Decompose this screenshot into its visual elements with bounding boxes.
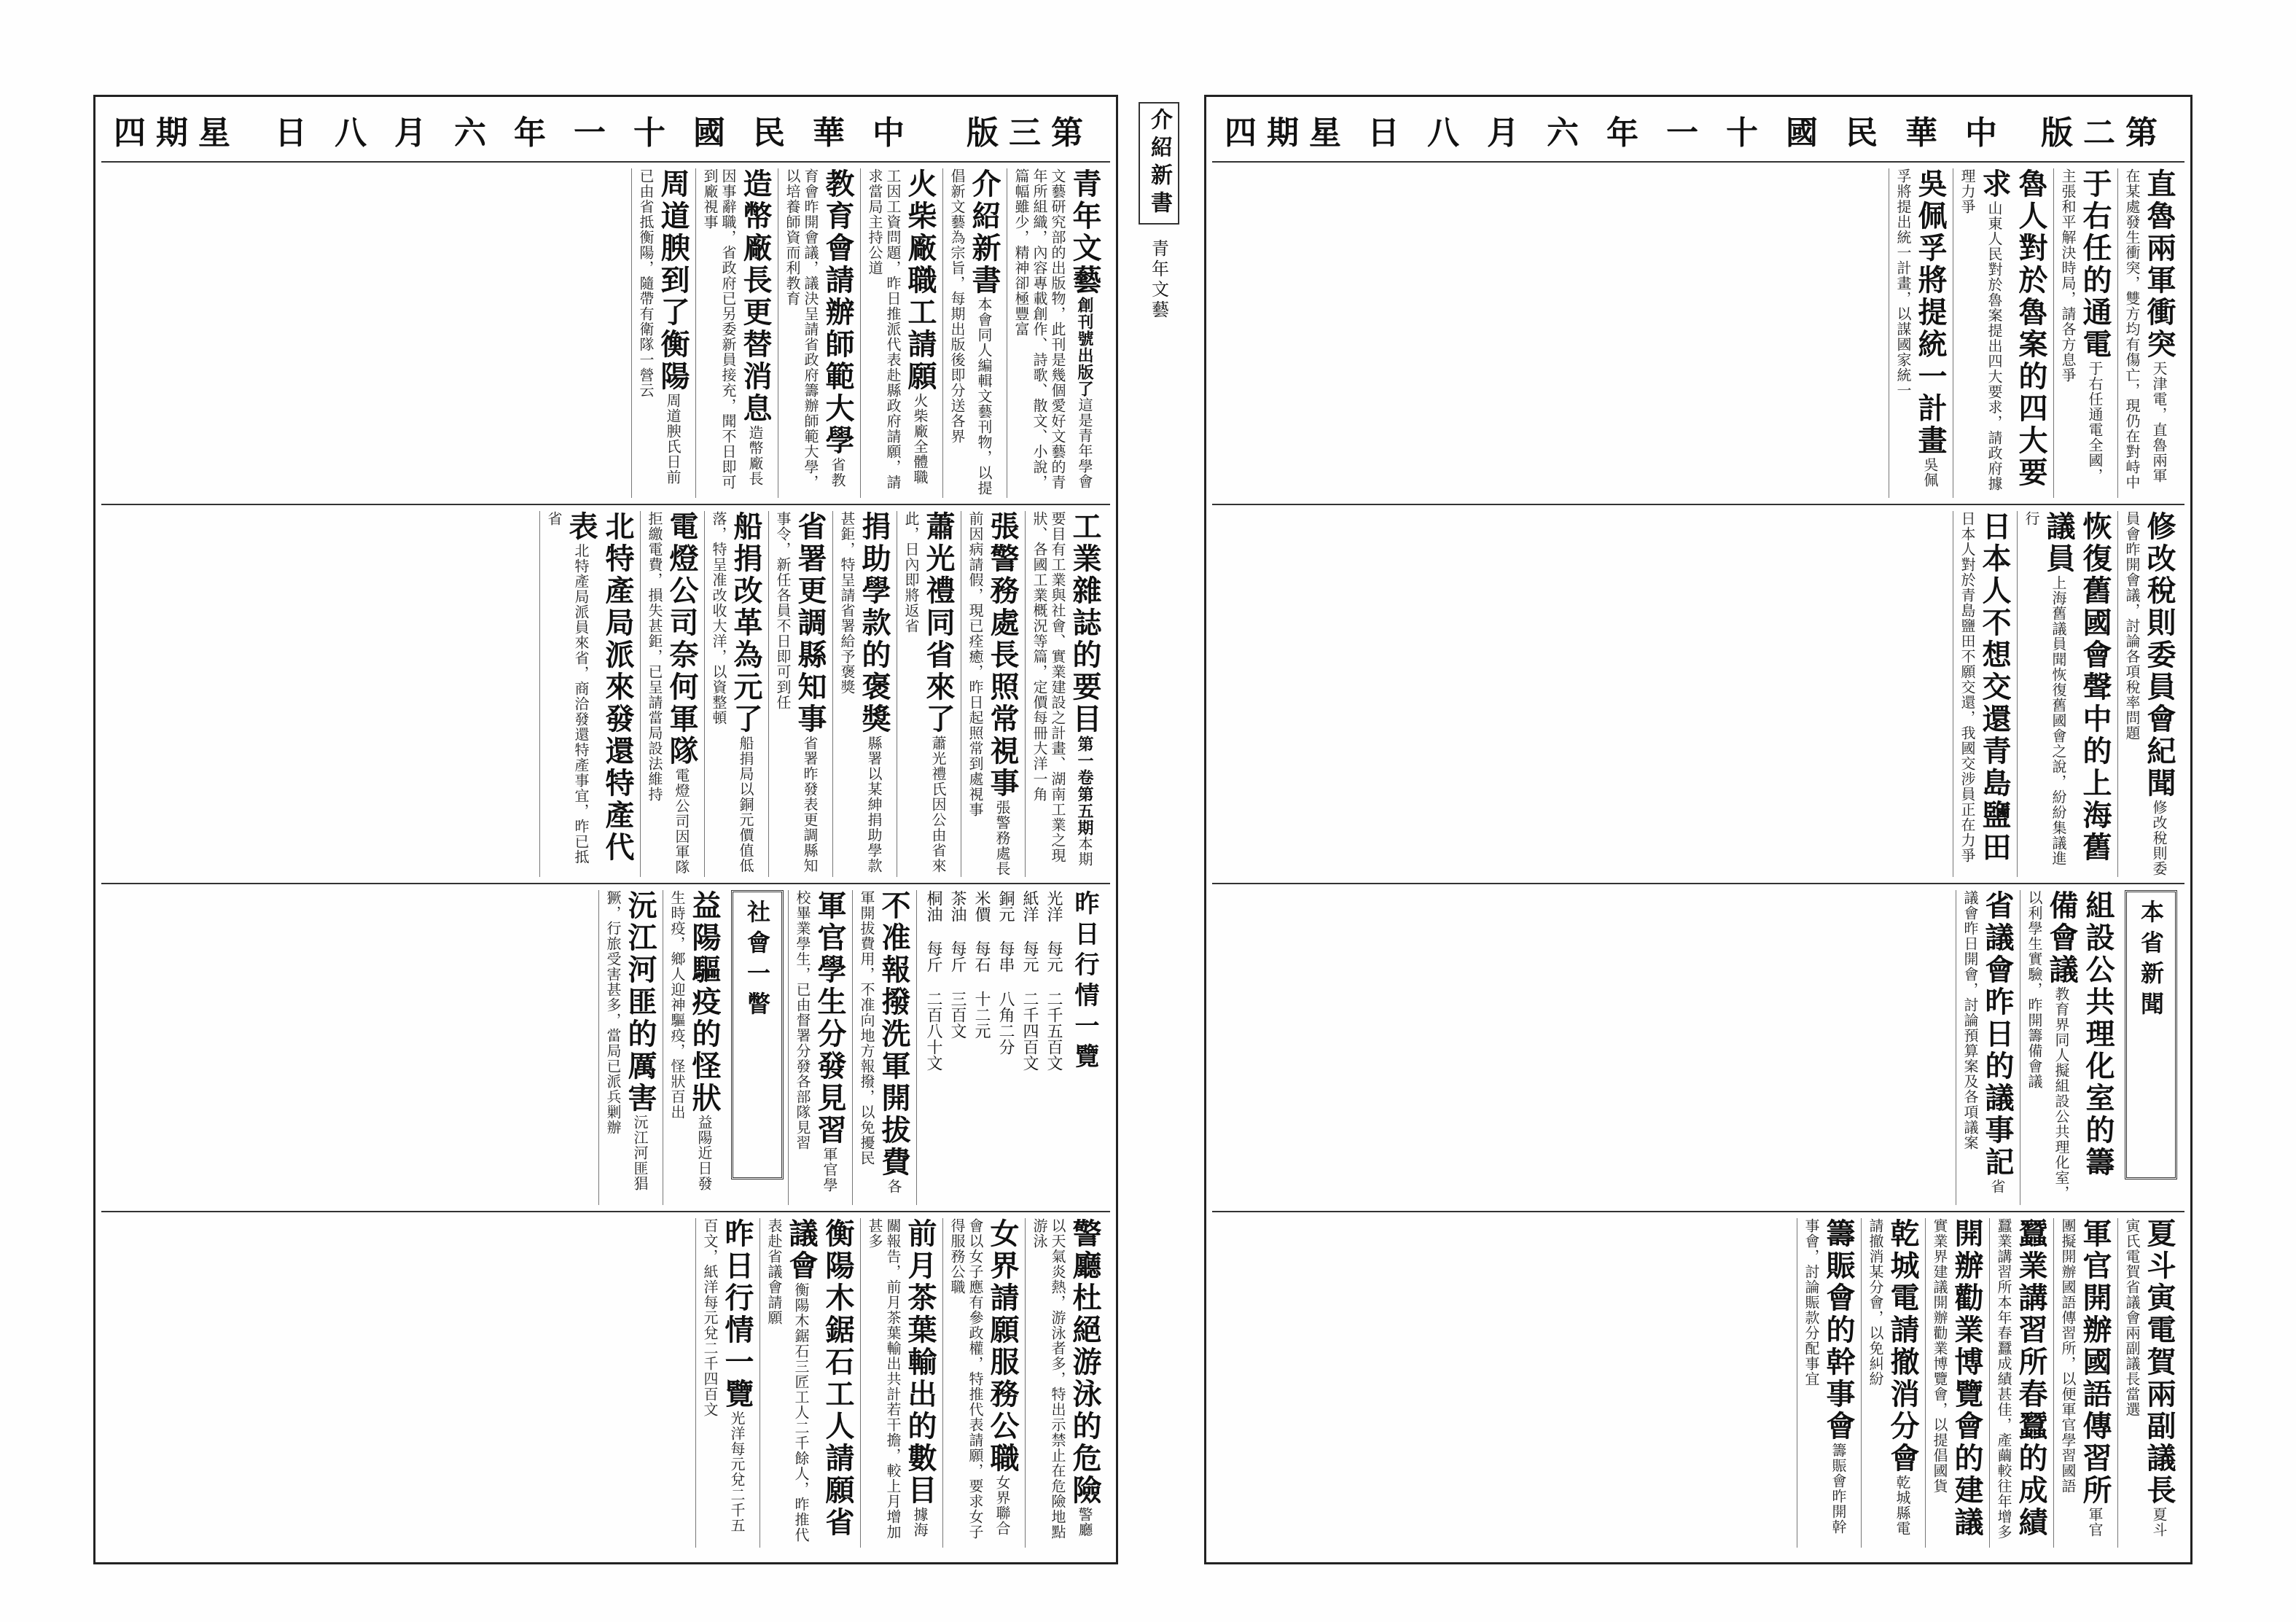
- right-top-band: [1212, 161, 2184, 504]
- right-bot-article-4: 開辦勸業博覽會的建議實業界建議開辦勸業博覽會，以提倡國貨: [1925, 1218, 1989, 1548]
- right-low-article-2: 省議會昨日的議事記省議會昨日開會，討論預算案及各項議案: [1956, 890, 2020, 1205]
- right-top-article-4: 吳佩孚將提統一計畫吳佩孚將提出統一計畫，以謀國家統一: [1889, 168, 1953, 498]
- left-bottom-band: [101, 1211, 1110, 1553]
- left-top-band: [101, 161, 1110, 504]
- right-day: 四期星: [1225, 114, 1351, 152]
- right-date: 日八月六年一十國民華中: [1367, 114, 2025, 152]
- market-table: [916, 890, 1107, 1205]
- right-top-article-3: 魯人對於魯案的四大要求山東人民對於魯案提出四大要求，請政府據理力爭: [1953, 168, 2053, 498]
- right-mid-article-1: 修改稅則委員會紀聞修改稅則委員會昨開會議，討論各項稅率問題: [2117, 511, 2182, 877]
- ad-sublabel: 青年文藝: [1148, 239, 1169, 321]
- left-lower-band: [101, 883, 1110, 1211]
- right-top-article-2: 于右任的通電于右任通電全國，主張和平解決時局，請各方息爭: [2053, 168, 2117, 498]
- left-edition: 版三第: [967, 114, 1093, 152]
- left-top-article-6: 周道腴到了衡陽周道腴氏日前已由省抵衡陽，隨帶有衛隊一營云: [631, 168, 695, 498]
- right-bot-article-3: 蠶業講習所春蠶的成績蠶業講習所本年春蠶成績甚佳，產繭較往年增多: [1989, 1218, 2053, 1548]
- left-bot-article-4: 衡陽木鋸石工人請願省議會衡陽木鋸石三匠工人二千餘人，昨推代表赴省議會請願: [760, 1218, 860, 1548]
- left-mid-article-7: 電燈公司奈何軍隊電燈公司因軍隊拒繳電費，損失甚鉅，已呈請當局設法維持: [640, 511, 704, 877]
- left-top-article-5: 造幣廠長更替消息造幣廠長因事辭職，省政府已另委新員接充，聞不日即可到廠視事: [695, 168, 778, 498]
- local-news-box: 本省新聞: [2125, 890, 2177, 1180]
- left-bot-article-3: 前月茶葉輸出的數目據海關報告，前月茶葉輸出共計若干擔，較上月增加甚多: [860, 1218, 942, 1548]
- market-row: 米價 每石 十二元: [972, 890, 991, 1039]
- market-row: 光洋 每元 二千五百文: [1044, 890, 1063, 1071]
- left-top-article-1: 青年文藝創刊號出版了這是青年學會文藝研究部的出版物，此刊是幾個愛好文藝的青年所組織，內容專載創作、詩歌、散文、小說，篇幅雖少，精神卻極豐富: [1007, 168, 1107, 498]
- right-bot-article-6: 籌賑會的幹事會籌賑會昨開幹事會，討論賑款分配事宜: [1797, 1218, 1861, 1548]
- left-mid-article-3: 蕭光禮同省來了蕭光禮氏因公由省來此，日內即將返省: [897, 511, 961, 877]
- right-mid-article-3: 日本人不想交還青島鹽田日本人對於青島鹽田不願交還，我國交涉員正在力爭: [1953, 511, 2017, 877]
- left-bot-article-2: 女界請願服務公職女界聯合會以女子應有參政權，特推代表請願，要求女子得服務公職: [942, 1218, 1025, 1548]
- right-body: [1212, 161, 2184, 1555]
- left-low-article-2: 軍官學生分發見習軍官學校畢業學生，已由督署分發各部隊見習: [788, 890, 852, 1205]
- left-body: [101, 161, 1110, 1555]
- left-top-article-3: 火柴廠職工請願火柴廠全體職工因工資問題，昨日推派代表赴縣政府請願，請求當局主持公道: [860, 168, 942, 498]
- centerfold-ad-strip: [1119, 95, 1199, 1560]
- market-row: 銅元 每串 八角二分: [996, 890, 1015, 1055]
- market-row: 茶油 每斤 三百文: [948, 890, 967, 1039]
- right-top-article-1: 直魯兩軍衝突天津電，直魯兩軍在某處發生衝突，雙方均有傷亡，現仍在對峙中: [2117, 168, 2182, 498]
- right-lower-band: [1212, 883, 2184, 1211]
- left-mid-article-5: 省署更調縣知事省署昨發表更調縣知事令，新任各員不日即可到任: [768, 511, 832, 877]
- social-glimpse-box: 社會一瞥: [731, 890, 784, 1180]
- left-mid-article-1: 工業雜誌的要目第一卷第五期本期要目有工業與社會、實業建設之計畫、湖南工業之現狀、各國工業概況等篇，定價每冊大洋一角: [1025, 511, 1107, 877]
- left-low-article-1: 不准報撥洗軍開拔費各軍開拔費用，不准向地方報撥，以免擾民: [852, 890, 916, 1205]
- right-bottom-band: [1212, 1211, 2184, 1553]
- left-mid-article-2: 張警務處長照常視事張警務處長前因病請假，現已痊癒，昨日起照常到處視事: [961, 511, 1025, 877]
- left-mid-article-6: 船捐改革為元了船捐局以銅元價值低落，特呈准改收大洋，以資整頓: [704, 511, 768, 877]
- left-mid-article-4: 捐助學款的褒獎縣署以某紳捐助學款甚鉅，特呈請省署給予褒獎: [832, 511, 897, 877]
- left-page: [93, 95, 1118, 1564]
- left-low-article-3: 益陽驅疫的怪狀益陽近日發生時疫，鄉人迎神驅疫，怪狀百出: [663, 890, 727, 1205]
- left-middle-band: [101, 504, 1110, 883]
- left-bot-article-1: 警廳杜絕游泳的危險警廳以天氣炎熱，游泳者多，特出示禁止在危險地點游泳: [1025, 1218, 1107, 1548]
- left-mid-article-8: 北特產局派來發還特產代表北特產局派員來省，商洽發還特產事宜，昨已抵省: [539, 511, 640, 877]
- left-date: 日八月六年一十國民華中: [275, 114, 932, 152]
- market-table-title: 昨日行情一覽: [1070, 890, 1099, 1074]
- right-middle-band: [1212, 504, 2184, 883]
- right-edition: 版二第: [2041, 114, 2168, 152]
- left-top-article-4: 教育會請辦師範大學省教育會昨開會議，議決呈請省政府籌辦師範大學，以培養師資而利教育: [778, 168, 860, 498]
- left-day: 四期星: [114, 114, 241, 152]
- right-bot-article-1: 夏斗寅電賀兩副議長夏斗寅氏電賀省議會兩副議長當選: [2117, 1218, 2182, 1548]
- right-bot-article-5: 乾城電請撤消分會乾城縣電請撤消某分會，以免糾紛: [1861, 1218, 1925, 1548]
- right-low-article-1: 組設公共理化室的籌備會議教育界同人擬組設公共理化室，以利學生實驗，昨開籌備會議: [2020, 890, 2120, 1205]
- right-bot-article-2: 軍官開辦國語傳習所軍官團擬開辦國語傳習所，以便軍官學習國語: [2053, 1218, 2117, 1548]
- market-row: 桐油 每斤 二百八十文: [924, 890, 942, 1071]
- left-low-article-4: 沅江河匪的厲害沅江河匪猖獗，行旅受害甚多，當局已派兵剿辦: [598, 890, 663, 1205]
- market-row: 紙洋 每元 二千四百文: [1020, 890, 1039, 1071]
- left-bot-article-5: 昨日行情一覽光洋每元兌二千五百文，紙洋每元兌二千四百文: [695, 1218, 760, 1548]
- ad-label: 介紹新書: [1139, 102, 1179, 225]
- left-top-article-2: 介紹新書本會同人編輯文藝刊物，以提倡新文藝為宗旨，每期出版後即分送各界: [942, 168, 1007, 498]
- right-mid-article-2: 恢復舊國會聲中的上海舊議員上海舊議員聞恢復舊國會之說，紛紛集議進行: [2017, 511, 2117, 877]
- right-page: [1204, 95, 2192, 1564]
